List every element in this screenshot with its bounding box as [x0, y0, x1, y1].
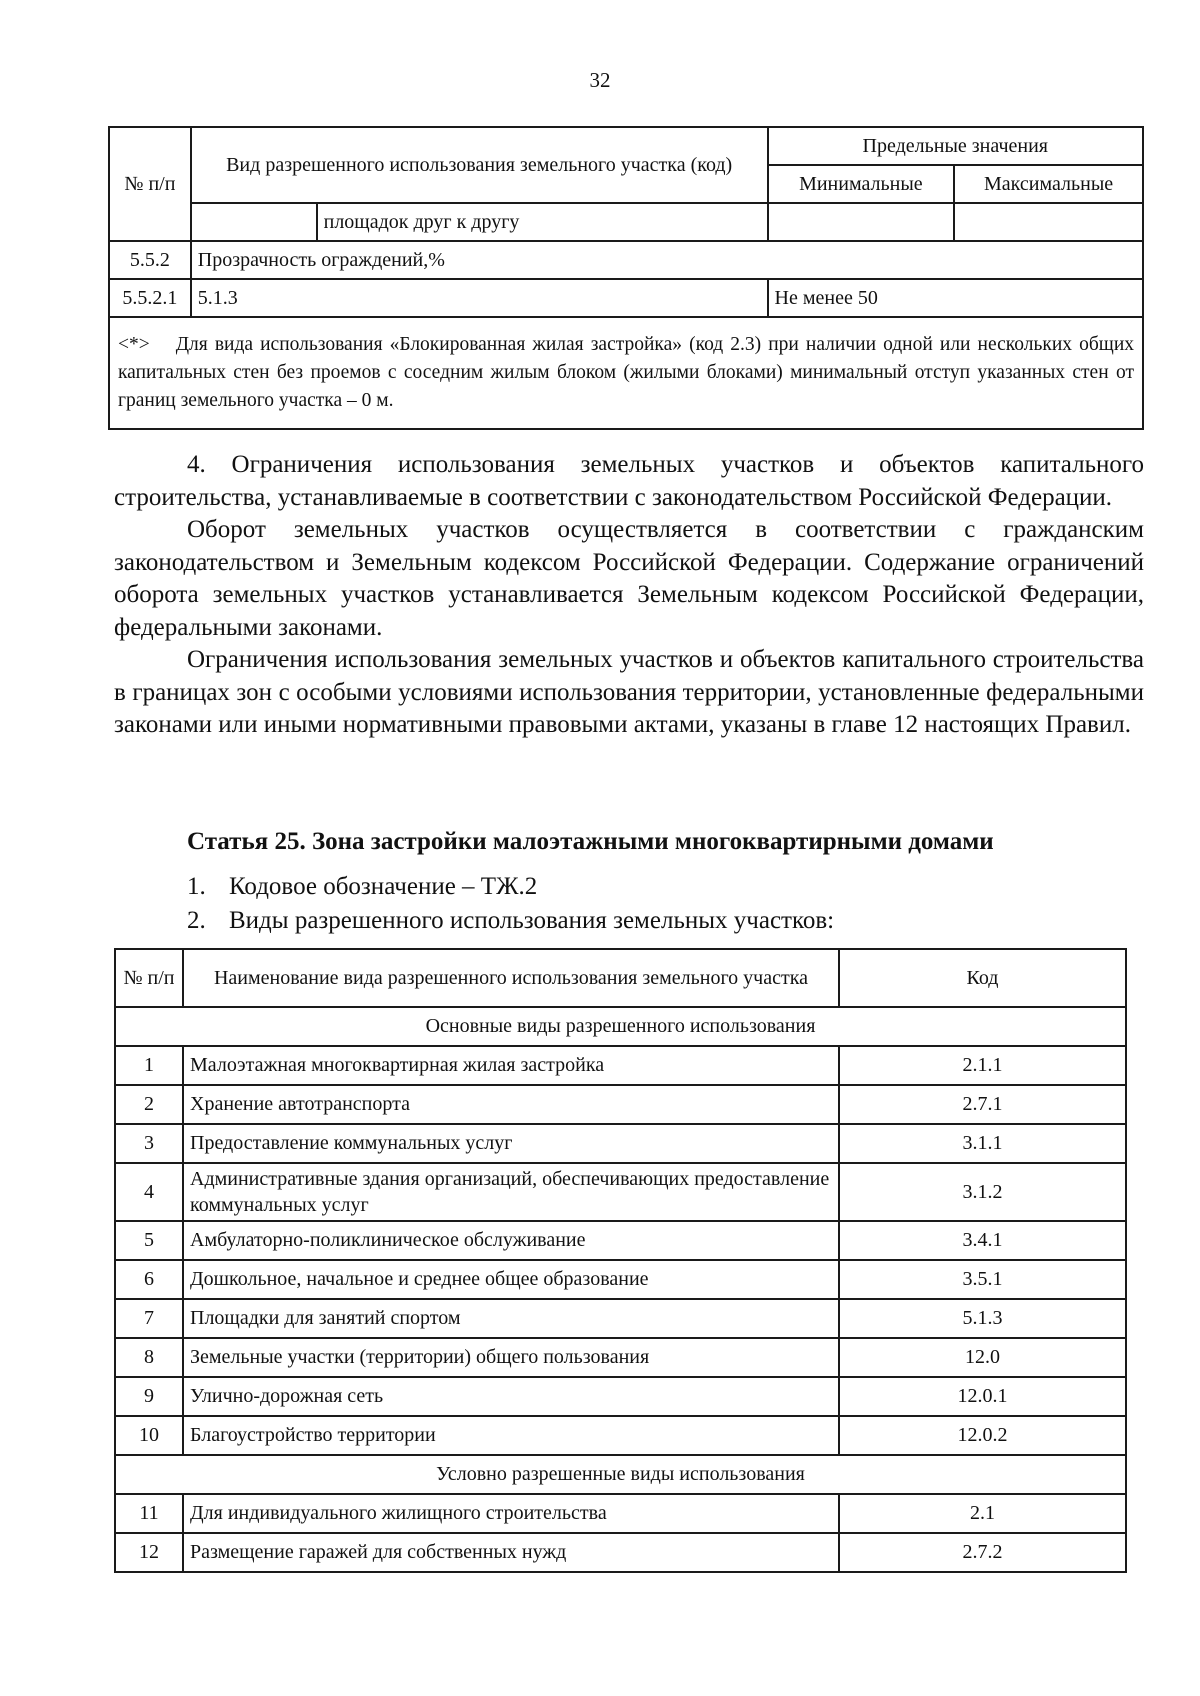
row-num: 4 [115, 1163, 183, 1221]
row-num: 6 [115, 1260, 183, 1299]
header-code: Код [839, 949, 1126, 1007]
list-item: 1. Кодовое обозначение – ТЖ.2 [187, 873, 538, 900]
row-code: 12.0 [839, 1338, 1126, 1377]
header-limits: Предельные значения [768, 127, 1143, 165]
row-num: 10 [115, 1416, 183, 1455]
table-row [115, 1163, 1126, 1221]
row-num: 7 [115, 1299, 183, 1338]
row-code: 3.1.2 [839, 1163, 1126, 1221]
row-code: 12.0.2 [839, 1416, 1126, 1455]
row-code: 3.4.1 [839, 1221, 1126, 1260]
header-name: Наименование вида разрешенного использования земельного участка [183, 949, 839, 1007]
row-name: Благоустройство территории [183, 1416, 839, 1455]
row-name: Амбулаторно-поликлиническое обслуживание [183, 1221, 839, 1260]
article-title: Статья 25. Зона застройки малоэтажными многоквартирными домами [187, 828, 994, 855]
paragraph: Ограничения использования земельных участков и объектов капитального строительства в границах зон с особыми условиями использования территории, установленные федеральными законами или иными нормативными правовыми актами, указаны в главе 12 настоящих Правил. [114, 646, 1144, 738]
header-num: № п/п [115, 949, 183, 1007]
row-code: 2.7.2 [839, 1533, 1126, 1572]
section-conditional: Условно разрешенные виды использования [115, 1455, 1126, 1494]
row-code: 3.5.1 [839, 1260, 1126, 1299]
row-name: Хранение автотранспорта [183, 1085, 839, 1124]
table-row [115, 1260, 1126, 1299]
row-name: Площадки для занятий спортом [183, 1299, 839, 1338]
table-row [115, 1416, 1126, 1455]
row-num: 8 [115, 1338, 183, 1377]
row-code: 2.1 [839, 1494, 1126, 1533]
paragraph: 4. Ограничения использования земельных участков и объектов капитального строительства, устанавливаемые в соответствии с законодательством Российской Федерации. [114, 451, 1144, 511]
section-4 [114, 449, 1144, 742]
row-num: 2 [115, 1085, 183, 1124]
table-row [115, 1299, 1126, 1338]
header-num: № п/п [109, 127, 191, 241]
table-row [115, 1124, 1126, 1163]
list-item: 2. Виды разрешенного использования земельных участков: [187, 907, 835, 934]
row-code: 2.1.1 [839, 1046, 1126, 1085]
table-row [115, 1085, 1126, 1124]
footnote [109, 317, 1143, 429]
table-row [115, 1046, 1126, 1085]
row-num: 1 [115, 1046, 183, 1085]
header-vid: Вид разрешенного использования земельного участка (код) [191, 127, 768, 203]
limits-table [108, 126, 1144, 430]
row-name: Малоэтажная многоквартирная жилая застройка [183, 1046, 839, 1085]
row-code: 2.7.1 [839, 1085, 1126, 1124]
row-code: 3.1.1 [839, 1124, 1126, 1163]
row-code: 12.0.1 [839, 1377, 1126, 1416]
table-row [115, 1221, 1126, 1260]
table-row [115, 1494, 1126, 1533]
row-code: 5.1.3 [191, 279, 768, 317]
table-row [115, 1338, 1126, 1377]
row-name: Для индивидуального жилищного строительства [183, 1494, 839, 1533]
usage-types-table [114, 948, 1127, 1573]
row-name: Административные здания организаций, обеспечивающих предоставление коммунальных услуг [183, 1163, 839, 1221]
row-name: Земельные участки (территории) общего пользования [183, 1338, 839, 1377]
row-name: Размещение гаражей для собственных нужд [183, 1533, 839, 1572]
paragraph: Оборот земельных участков осуществляется в соответствии с гражданским законодательством и Земельным кодексом Российской Федерации. Содержание ограничений оборота земельных участков устанавливается Земельным кодексом Российской Федерации, федеральными законами. [114, 516, 1144, 641]
table-row [115, 1533, 1126, 1572]
row-name: Предоставление коммунальных услуг [183, 1124, 839, 1163]
footnote-marker: <*> [118, 334, 150, 355]
row-value: Не менее 50 [768, 279, 1143, 317]
row-text: Прозрачность ограждений,% [191, 241, 1143, 279]
continuation-cell: площадок друг к другу [317, 203, 768, 241]
row-name: Дошкольное, начальное и среднее общее образование [183, 1260, 839, 1299]
table-row [115, 1377, 1126, 1416]
section-main: Основные виды разрешенного использования [115, 1007, 1126, 1046]
empty-cell [191, 203, 317, 241]
row-num: 5.5.2 [109, 241, 191, 279]
row-num: 11 [115, 1494, 183, 1533]
row-name: Улично-дорожная сеть [183, 1377, 839, 1416]
row-code: 5.1.3 [839, 1299, 1126, 1338]
row-num: 9 [115, 1377, 183, 1416]
empty-cell [768, 203, 955, 241]
row-num: 5 [115, 1221, 183, 1260]
row-num: 5.5.2.1 [109, 279, 191, 317]
row-num: 12 [115, 1533, 183, 1572]
header-min: Минимальные [768, 165, 955, 203]
page-number: 32 [589, 68, 611, 92]
empty-cell [954, 203, 1143, 241]
header-max: Максимальные [954, 165, 1143, 203]
row-num: 3 [115, 1124, 183, 1163]
footnote-text: Для вида использования «Блокированная жилая застройка» (код 2.3) при наличии одной или нескольких общих капитальных стен без проемов с соседним жилым блоком (жилыми блоками) минимальный отступ указанных стен от границ земельного участка – 0 м. [118, 334, 1134, 411]
